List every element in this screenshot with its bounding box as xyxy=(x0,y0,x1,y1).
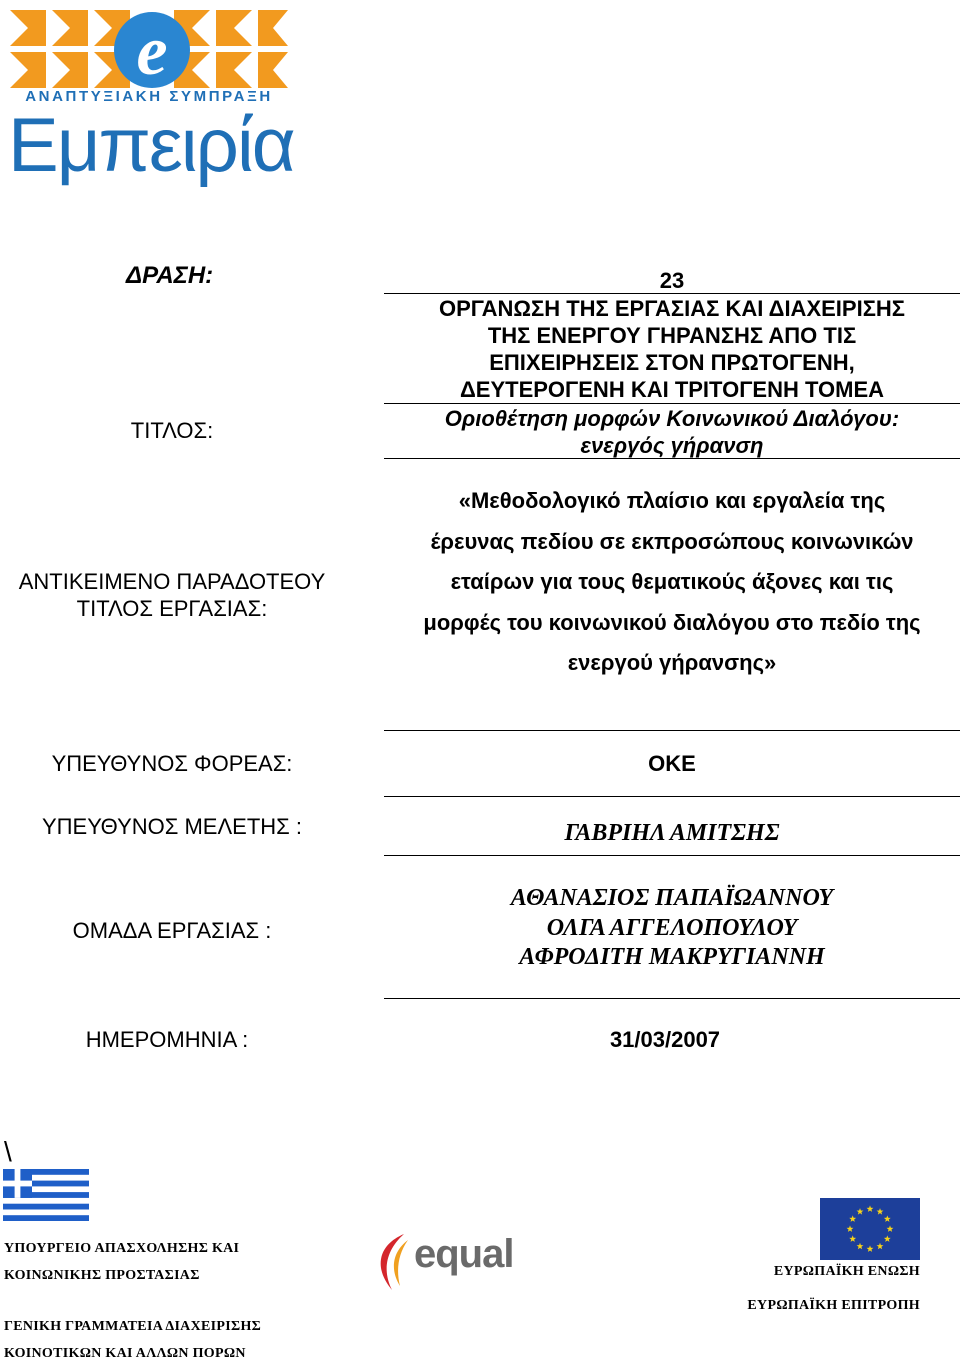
equal-logo xyxy=(370,1230,520,1294)
study-value: ΓΑΒΡΙΗΛ ΑΜΙΤΣΗΣ xyxy=(564,820,780,846)
title-line: ενεργός γήρανση xyxy=(580,433,764,458)
logo-wordmark: Εμπειρία xyxy=(8,103,294,188)
ministry-line: ΥΠΟΥΡΓΕΙΟ ΑΠΑΣΧΟΛΗΣΗΣ ΚΑΙ xyxy=(4,1241,240,1256)
action-number: 23 xyxy=(659,268,685,293)
deliverable-line: έρευνας πεδίου σε εκπροσώπους κοινωνικών xyxy=(430,528,914,554)
date-label: ΗΜΕΡΟΜΗΝΙΑ : xyxy=(85,1027,249,1052)
rule-body-bottom xyxy=(384,796,960,797)
logo-subtitle: ΑΝΑΠΤΥΞΙΑΚΗ ΣΥΜΠΡΑΞΗ xyxy=(25,88,273,105)
action-label: ΔΡΑΣΗ: xyxy=(126,262,214,289)
rule-action-top xyxy=(384,293,960,294)
deliverable-line: εταίρων για τους θεματικούς άξονες και τις xyxy=(450,569,894,594)
secretariat-line: ΚΟΙΝΟΤΙΚΩΝ ΚΑΙ ΑΛΛΩΝ ΠΟΡΩΝ xyxy=(4,1346,246,1361)
team-value xyxy=(384,884,960,973)
rule-team-bottom xyxy=(384,998,960,999)
body-label: ΥΠΕΥΘΥΝΟΣ ΦΟΡΕΑΣ: xyxy=(51,751,293,776)
deliverable-label xyxy=(0,568,344,622)
eu-commission-name: ΕΥΡΩΠΑΪΚΗ ΕΠΙΤΡΟΠΗ xyxy=(747,1298,920,1313)
team-label: ΟΜΑΔΑ ΕΡΓΑΣΙΑΣ : xyxy=(72,918,272,943)
rule-action-bottom xyxy=(384,403,960,404)
rule-study-bottom xyxy=(384,855,960,856)
action-title-line: ΔΕΥΤΕΡΟΓΕΝΗ ΚΑΙ ΤΡΙΤΟΓΕΝΗ ΤΟΜΕΑ xyxy=(459,377,885,402)
team-member: ΑΘΑΝΑΣΙΟΣ ΠΑΠΑΪΩΑΝΝΟΥ xyxy=(510,885,834,911)
team-member: ΑΦΡΟΔΙΤΗ ΜΑΚΡΥΓΙΑΝΝΗ xyxy=(519,944,825,970)
date-value: 31/03/2007 xyxy=(609,1027,721,1052)
ministry-name xyxy=(4,1235,239,1289)
stray-backslash: \ xyxy=(4,1136,12,1167)
title-label: ΤΙΤΛΟΣ: xyxy=(130,418,214,443)
deliverable-line: ενεργού γήρανσης» xyxy=(567,650,777,675)
rule-title-bottom xyxy=(384,458,960,459)
study-label: ΥΠΕΥΘΥΝΟΣ ΜΕΛΕΤΗΣ : xyxy=(42,814,302,839)
svg-text:e: e xyxy=(136,13,168,90)
action-title-line: ΟΡΓΑΝΩΣΗ ΤΗΣ ΕΡΓΑΣΙΑΣ ΚΑΙ ΔΙΑΧΕΙΡΙΣΗΣ xyxy=(439,296,905,321)
ministry-line: ΚΟΙΝΩΝΙΚΗΣ ΠΡΟΣΤΑΣΙΑΣ xyxy=(4,1268,200,1283)
deliverable-label-line: ΤΙΤΛΟΣ ΕΡΓΑΣΙΑΣ: xyxy=(76,596,268,621)
body-value: ΟΚΕ xyxy=(648,751,696,776)
title-line: Οριοθέτηση μορφών Κοινωνικού Διαλόγου: xyxy=(444,406,900,431)
eu-union-name: ΕΥΡΩΠΑΪΚΗ ΕΝΩΣΗ xyxy=(773,1264,920,1279)
greek-flag-icon xyxy=(3,1169,89,1221)
title-value xyxy=(384,405,960,459)
secretariat-line: ΓΕΝΙΚΗ ΓΡΑΜΜΑΤΕΙΑ ΔΙΑΧΕΙΡΙΣΗΣ xyxy=(4,1319,262,1334)
deliverable-label-line: ΑΝΤΙΚΕΙΜΕΝΟ ΠΑΡΑΔΟΤΕΟΥ xyxy=(18,569,326,594)
deliverable-line: «Μεθοδολογικό πλαίσιο και εργαλεία της xyxy=(458,488,886,513)
action-title-line: ΕΠΙΧΕΙΡΗΣΕΙΣ ΣΤΟΝ ΠΡΩΤΟΓΕΝΗ, xyxy=(489,350,855,375)
equal-wordmark: equal xyxy=(414,1232,514,1276)
team-member: ΟΛΓΑ ΑΓΓΕΛΟΠΟΥΛΟΥ xyxy=(546,914,798,941)
action-title xyxy=(384,295,960,403)
equal-swoosh-icon xyxy=(370,1230,412,1294)
logo-mark xyxy=(8,8,290,94)
secretariat-name xyxy=(4,1313,261,1367)
empeiria-logo xyxy=(8,8,294,188)
rule-body-top xyxy=(384,730,960,731)
deliverable-value xyxy=(384,481,960,684)
eu-flag-icon xyxy=(820,1198,920,1260)
action-title-line: ΤΗΣ ΕΝΕΡΓΟΥ ΓΗΡΑΝΣΗΣ ΑΠΟ ΤΙΣ xyxy=(487,323,857,348)
deliverable-line: μορφές του κοινωνικού διαλόγου στο πεδίο της xyxy=(423,609,921,635)
